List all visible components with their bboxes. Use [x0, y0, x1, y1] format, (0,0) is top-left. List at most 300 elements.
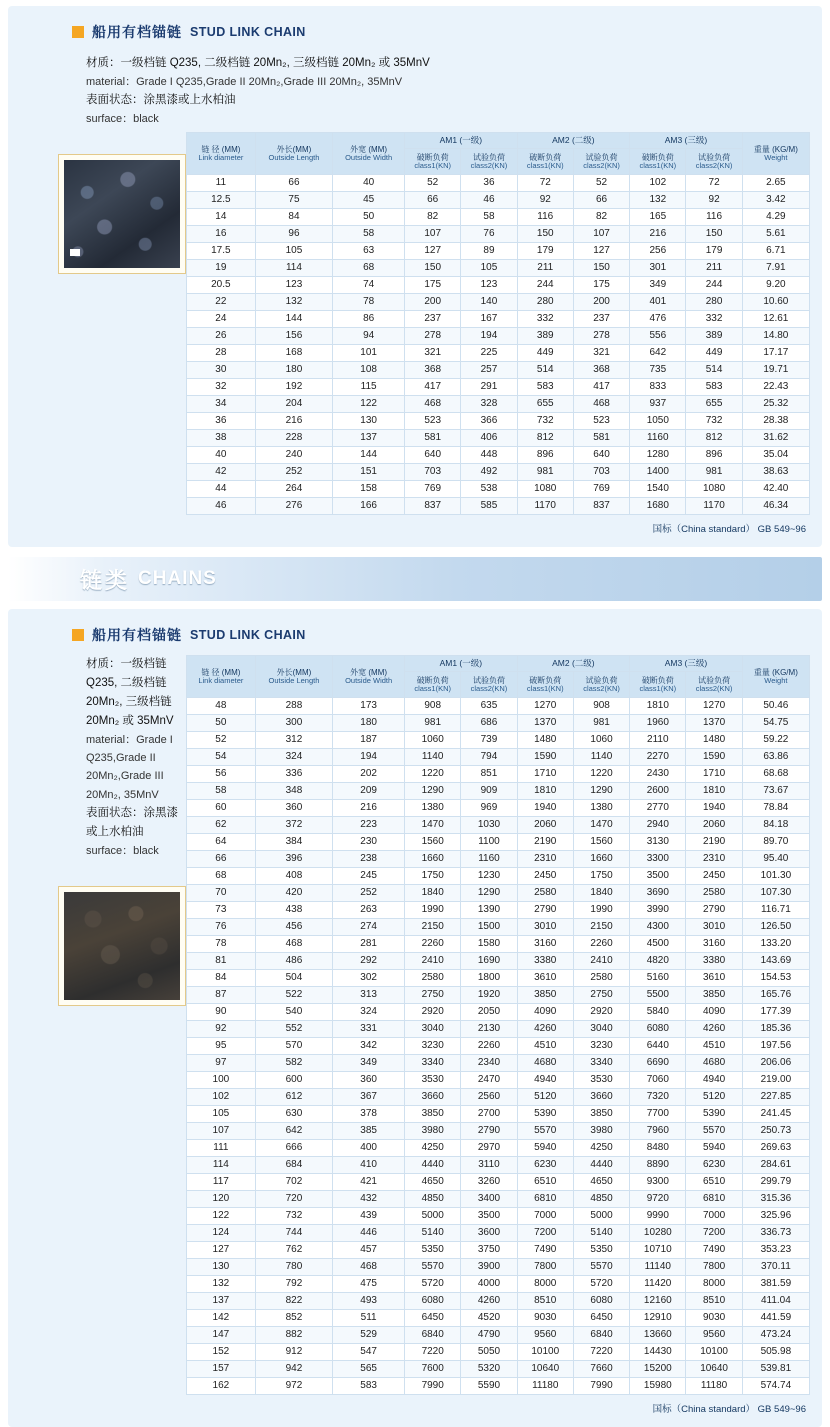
table-cell-2: 130 — [333, 413, 405, 430]
table-cell-7: 102 — [630, 175, 686, 192]
col-link-diameter: 链 径 (MM) Link diameter — [187, 656, 256, 698]
table-cell-8: 3610 — [686, 970, 742, 987]
table-cell-7: 1050 — [630, 413, 686, 430]
table-cell-4: 1030 — [461, 817, 517, 834]
col-weight: 重量 (KG/M) Weight — [742, 133, 809, 175]
table-cell-7: 5160 — [630, 970, 686, 987]
table-cell-3: 3660 — [405, 1089, 461, 1106]
table-cell-7: 3130 — [630, 834, 686, 851]
table-cell-2: 230 — [333, 834, 405, 851]
table-cell-1: 228 — [255, 430, 332, 447]
table-cell-3: 1220 — [405, 766, 461, 783]
table-cell-0: 44 — [187, 481, 256, 498]
table-cell-1: 438 — [255, 902, 332, 919]
table-cell-3: 5000 — [405, 1208, 461, 1225]
table-cell-4: 2050 — [461, 1004, 517, 1021]
table-cell-4: 4000 — [461, 1276, 517, 1293]
table-cell-8: 179 — [686, 243, 742, 260]
table-cell-5: 5940 — [517, 1140, 573, 1157]
table-cell-1: 882 — [255, 1327, 332, 1344]
table-cell-6: 66 — [573, 192, 629, 209]
table-cell-6: 5000 — [573, 1208, 629, 1225]
table-cell-9: 4.29 — [742, 209, 809, 226]
table-cell-4: 2700 — [461, 1106, 517, 1123]
table-cell-2: 529 — [333, 1327, 405, 1344]
table-cell-3: 2410 — [405, 953, 461, 970]
table-cell-0: 70 — [187, 885, 256, 902]
table-cell-3: 5350 — [405, 1242, 461, 1259]
table-cell-8: 1710 — [686, 766, 742, 783]
table-cell-5: 6810 — [517, 1191, 573, 1208]
table-cell-6: 1660 — [573, 851, 629, 868]
table-cell-8: 4090 — [686, 1004, 742, 1021]
table-cell-2: 238 — [333, 851, 405, 868]
table-cell-3: 200 — [405, 294, 461, 311]
table-cell-4: 969 — [461, 800, 517, 817]
table-cell-9: 299.79 — [742, 1174, 809, 1191]
table-cell-3: 4250 — [405, 1140, 461, 1157]
table-row — [187, 1174, 810, 1191]
table-cell-6: 2410 — [573, 953, 629, 970]
table-cell-6: 2580 — [573, 970, 629, 987]
table-cell-8: 1170 — [686, 498, 742, 515]
table-cell-3: 175 — [405, 277, 461, 294]
table-cell-7: 1810 — [630, 698, 686, 715]
table-cell-4: 366 — [461, 413, 517, 430]
table-cell-9: 14.80 — [742, 328, 809, 345]
table-cell-4: 291 — [461, 379, 517, 396]
stud-link-chain-photo — [64, 892, 180, 1000]
table-cell-8: 981 — [686, 464, 742, 481]
table-row — [187, 1310, 810, 1327]
table-cell-3: 4650 — [405, 1174, 461, 1191]
table-cell-8: 449 — [686, 345, 742, 362]
table-cell-1: 408 — [255, 868, 332, 885]
table-cell-9: 73.67 — [742, 783, 809, 800]
table-cell-8: 244 — [686, 277, 742, 294]
table-cell-5: 389 — [517, 328, 573, 345]
table-cell-5: 655 — [517, 396, 573, 413]
table-cell-0: 58 — [187, 783, 256, 800]
table-cell-1: 762 — [255, 1242, 332, 1259]
table-cell-8: 6230 — [686, 1157, 742, 1174]
spec-block-2 — [58, 655, 180, 864]
table-cell-8: 7200 — [686, 1225, 742, 1242]
table-row — [187, 800, 810, 817]
product-photo-frame — [58, 886, 186, 1006]
table-cell-9: 206.06 — [742, 1055, 809, 1072]
table-cell-9: 9.20 — [742, 277, 809, 294]
table-cell-2: 50 — [333, 209, 405, 226]
table-cell-3: 640 — [405, 447, 461, 464]
table-cell-0: 122 — [187, 1208, 256, 1225]
table-cell-7: 11420 — [630, 1276, 686, 1293]
table-cell-2: 74 — [333, 277, 405, 294]
table-cell-4: 1160 — [461, 851, 517, 868]
table-cell-0: 28 — [187, 345, 256, 362]
table-cell-0: 114 — [187, 1157, 256, 1174]
table-cell-7: 10710 — [630, 1242, 686, 1259]
table-row — [187, 749, 810, 766]
table-cell-0: 20.5 — [187, 277, 256, 294]
table-cell-7: 8890 — [630, 1157, 686, 1174]
table-cell-9: 35.04 — [742, 447, 809, 464]
table-cell-5: 1370 — [517, 715, 573, 732]
banner-title-en: CHAINS — [138, 568, 217, 590]
table-cell-5: 896 — [517, 447, 573, 464]
table-row — [187, 396, 810, 413]
table-cell-8: 6510 — [686, 1174, 742, 1191]
table-cell-6: 703 — [573, 464, 629, 481]
table-cell-0: 78 — [187, 936, 256, 953]
table-cell-5: 5120 — [517, 1089, 573, 1106]
table-cell-8: 2060 — [686, 817, 742, 834]
table-cell-4: 1690 — [461, 953, 517, 970]
table-row — [187, 970, 810, 987]
table-cell-1: 456 — [255, 919, 332, 936]
table-cell-8: 1080 — [686, 481, 742, 498]
table-cell-7: 2110 — [630, 732, 686, 749]
table-cell-2: 86 — [333, 311, 405, 328]
table-cell-7: 132 — [630, 192, 686, 209]
table-cell-8: 1940 — [686, 800, 742, 817]
table-cell-7: 1280 — [630, 447, 686, 464]
table-cell-2: 216 — [333, 800, 405, 817]
table-cell-3: 1840 — [405, 885, 461, 902]
table-cell-1: 132 — [255, 294, 332, 311]
table-cell-1: 792 — [255, 1276, 332, 1293]
table-cell-7: 2430 — [630, 766, 686, 783]
table-cell-8: 2450 — [686, 868, 742, 885]
table-cell-4: 76 — [461, 226, 517, 243]
table-cell-7: 9990 — [630, 1208, 686, 1225]
table-cell-5: 8510 — [517, 1293, 573, 1310]
table-cell-1: 75 — [255, 192, 332, 209]
table-cell-6: 368 — [573, 362, 629, 379]
table-cell-3: 52 — [405, 175, 461, 192]
table-cell-5: 6230 — [517, 1157, 573, 1174]
table-cell-7: 735 — [630, 362, 686, 379]
table-cell-2: 324 — [333, 1004, 405, 1021]
table-cell-2: 151 — [333, 464, 405, 481]
section-title-cn: 船用有档锚链 — [92, 24, 182, 40]
table-cell-5: 5570 — [517, 1123, 573, 1140]
table-cell-6: 417 — [573, 379, 629, 396]
table-cell-4: 46 — [461, 192, 517, 209]
table-cell-7: 401 — [630, 294, 686, 311]
table-cell-3: 4850 — [405, 1191, 461, 1208]
table-cell-4: 851 — [461, 766, 517, 783]
table-row — [187, 885, 810, 902]
table-cell-1: 105 — [255, 243, 332, 260]
table-cell-0: 66 — [187, 851, 256, 868]
table-cell-8: 2580 — [686, 885, 742, 902]
table-cell-1: 420 — [255, 885, 332, 902]
section-title-1 — [20, 16, 810, 52]
table-cell-9: 143.69 — [742, 953, 809, 970]
col-outside-width: 外宽 (MM) Outside Width — [333, 133, 405, 175]
table-cell-2: 583 — [333, 1378, 405, 1395]
table-cell-5: 4090 — [517, 1004, 573, 1021]
table-cell-0: 127 — [187, 1242, 256, 1259]
material-cn: 材质：一级档链 Q235, 二级档链 20Mn₂, 三级档链 20Mn₂ 或 35MnV — [86, 658, 174, 728]
table-cell-4: 5050 — [461, 1344, 517, 1361]
chains-category-banner — [8, 557, 822, 601]
section-stud-link-chain-1 — [8, 6, 822, 547]
table-cell-5: 9030 — [517, 1310, 573, 1327]
table-cell-8: 1590 — [686, 749, 742, 766]
table-cell-4: 2130 — [461, 1021, 517, 1038]
table-cell-1: 384 — [255, 834, 332, 851]
table-cell-1: 486 — [255, 953, 332, 970]
table-cell-1: 156 — [255, 328, 332, 345]
table-cell-9: 133.20 — [742, 936, 809, 953]
table-cell-0: 38 — [187, 430, 256, 447]
table-cell-2: 349 — [333, 1055, 405, 1072]
table-cell-7: 1160 — [630, 430, 686, 447]
table-cell-4: 2970 — [461, 1140, 517, 1157]
table-cell-6: 82 — [573, 209, 629, 226]
table-cell-6: 908 — [573, 698, 629, 715]
table-cell-2: 137 — [333, 430, 405, 447]
table-cell-5: 8000 — [517, 1276, 573, 1293]
table-cell-0: 142 — [187, 1310, 256, 1327]
table-cell-2: 144 — [333, 447, 405, 464]
table-cell-4: 3500 — [461, 1208, 517, 1225]
table-cell-1: 684 — [255, 1157, 332, 1174]
table-cell-2: 194 — [333, 749, 405, 766]
table-cell-2: 475 — [333, 1276, 405, 1293]
table-cell-1: 942 — [255, 1361, 332, 1378]
table-row — [187, 1038, 810, 1055]
table-cell-6: 6450 — [573, 1310, 629, 1327]
col-am1-class1: 破断负荷 class1(KN) — [405, 672, 461, 698]
table-cell-4: 1920 — [461, 987, 517, 1004]
table-cell-8: 5570 — [686, 1123, 742, 1140]
table-row — [187, 1004, 810, 1021]
table-cell-3: 127 — [405, 243, 461, 260]
table-cell-1: 600 — [255, 1072, 332, 1089]
table-cell-7: 1680 — [630, 498, 686, 515]
table-cell-3: 7600 — [405, 1361, 461, 1378]
table-cell-7: 937 — [630, 396, 686, 413]
table-cell-7: 1960 — [630, 715, 686, 732]
table-cell-7: 11140 — [630, 1259, 686, 1276]
table-cell-1: 96 — [255, 226, 332, 243]
table-cell-6: 2750 — [573, 987, 629, 1004]
table-cell-0: 24 — [187, 311, 256, 328]
table-cell-0: 22 — [187, 294, 256, 311]
table-cell-5: 3160 — [517, 936, 573, 953]
table-cell-0: 102 — [187, 1089, 256, 1106]
col-am3-class1: 破断负荷 class1(KN) — [630, 672, 686, 698]
table-cell-6: 2920 — [573, 1004, 629, 1021]
spec-table-2 — [186, 655, 810, 1395]
table-cell-3: 7990 — [405, 1378, 461, 1395]
table-cell-7: 10280 — [630, 1225, 686, 1242]
table-cell-7: 4820 — [630, 953, 686, 970]
table-cell-6: 5570 — [573, 1259, 629, 1276]
table-cell-1: 504 — [255, 970, 332, 987]
table-cell-6: 321 — [573, 345, 629, 362]
table-cell-5: 4940 — [517, 1072, 573, 1089]
table-cell-8: 7000 — [686, 1208, 742, 1225]
table-cell-2: 122 — [333, 396, 405, 413]
table-cell-8: 1480 — [686, 732, 742, 749]
table-cell-0: 14 — [187, 209, 256, 226]
table-cell-6: 200 — [573, 294, 629, 311]
table-cell-9: 12.61 — [742, 311, 809, 328]
table-cell-3: 5140 — [405, 1225, 461, 1242]
table-cell-3: 468 — [405, 396, 461, 413]
table-row — [187, 481, 810, 498]
col-am2-class1: 破断负荷 class1(KN) — [517, 149, 573, 175]
table-cell-9: 7.91 — [742, 260, 809, 277]
table-cell-4: 225 — [461, 345, 517, 362]
table-cell-7: 12910 — [630, 1310, 686, 1327]
table-cell-9: 22.43 — [742, 379, 809, 396]
table-cell-3: 2260 — [405, 936, 461, 953]
col-am3-class1: 破断负荷 class1(KN) — [630, 149, 686, 175]
table-cell-1: 912 — [255, 1344, 332, 1361]
table-cell-7: 15200 — [630, 1361, 686, 1378]
table-cell-4: 4260 — [461, 1293, 517, 1310]
table-cell-1: 630 — [255, 1106, 332, 1123]
table-cell-2: 281 — [333, 936, 405, 953]
table-cell-2: 202 — [333, 766, 405, 783]
table-cell-3: 1750 — [405, 868, 461, 885]
table-cell-2: 446 — [333, 1225, 405, 1242]
table-cell-3: 581 — [405, 430, 461, 447]
table-cell-6: 6840 — [573, 1327, 629, 1344]
group-header-row — [187, 133, 810, 149]
table-cell-9: 197.56 — [742, 1038, 809, 1055]
table-cell-9: 381.59 — [742, 1276, 809, 1293]
table-cell-2: 421 — [333, 1174, 405, 1191]
table-cell-6: 1290 — [573, 783, 629, 800]
table-cell-1: 396 — [255, 851, 332, 868]
table-cell-5: 7200 — [517, 1225, 573, 1242]
table-cell-9: 5.61 — [742, 226, 809, 243]
table-cell-6: 150 — [573, 260, 629, 277]
table-cell-3: 2150 — [405, 919, 461, 936]
table-cell-6: 2150 — [573, 919, 629, 936]
standard-footnote-1: 国标（China standard） GB 549~96 — [652, 524, 806, 536]
table-cell-0: 60 — [187, 800, 256, 817]
table-cell-5: 11180 — [517, 1378, 573, 1395]
table-cell-3: 6080 — [405, 1293, 461, 1310]
standard-footnote-2: 国标（China standard） GB 549~96 — [652, 1404, 806, 1416]
table-row — [187, 362, 810, 379]
table-cell-4: 3750 — [461, 1242, 517, 1259]
table-row — [187, 868, 810, 885]
table-cell-4: 909 — [461, 783, 517, 800]
table-cell-2: 252 — [333, 885, 405, 902]
table-cell-6: 1380 — [573, 800, 629, 817]
table-cell-6: 4850 — [573, 1191, 629, 1208]
table-row — [187, 715, 810, 732]
table-row — [187, 294, 810, 311]
table-cell-0: 162 — [187, 1378, 256, 1395]
table-cell-5: 3380 — [517, 953, 573, 970]
table-cell-6: 1990 — [573, 902, 629, 919]
table-cell-6: 468 — [573, 396, 629, 413]
table-cell-1: 192 — [255, 379, 332, 396]
table-cell-7: 556 — [630, 328, 686, 345]
table-cell-1: 240 — [255, 447, 332, 464]
table-cell-9: 101.30 — [742, 868, 809, 885]
table-cell-0: 92 — [187, 1021, 256, 1038]
table-cell-7: 6440 — [630, 1038, 686, 1055]
table-cell-4: 1580 — [461, 936, 517, 953]
table-cell-0: 17.5 — [187, 243, 256, 260]
table-cell-1: 780 — [255, 1259, 332, 1276]
table-cell-1: 180 — [255, 362, 332, 379]
table-cell-0: 54 — [187, 749, 256, 766]
table-cell-1: 336 — [255, 766, 332, 783]
table-cell-5: 4680 — [517, 1055, 573, 1072]
table-cell-6: 7990 — [573, 1378, 629, 1395]
table-cell-7: 165 — [630, 209, 686, 226]
table-cell-9: 250.73 — [742, 1123, 809, 1140]
table-cell-3: 523 — [405, 413, 461, 430]
table-cell-1: 552 — [255, 1021, 332, 1038]
table-cell-8: 4260 — [686, 1021, 742, 1038]
table-cell-6: 4250 — [573, 1140, 629, 1157]
table-cell-6: 1220 — [573, 766, 629, 783]
table-cell-3: 1470 — [405, 817, 461, 834]
table-cell-5: 1080 — [517, 481, 573, 498]
table-cell-5: 732 — [517, 413, 573, 430]
table-cell-9: 370.11 — [742, 1259, 809, 1276]
table-cell-0: 147 — [187, 1327, 256, 1344]
table-cell-2: 367 — [333, 1089, 405, 1106]
table-cell-3: 981 — [405, 715, 461, 732]
table-cell-3: 3530 — [405, 1072, 461, 1089]
table-cell-4: 4790 — [461, 1327, 517, 1344]
col-link-diameter: 链 径 (MM) Link diameter — [187, 133, 256, 175]
table-cell-8: 514 — [686, 362, 742, 379]
table-cell-7: 3500 — [630, 868, 686, 885]
table-cell-8: 11180 — [686, 1378, 742, 1395]
table-cell-5: 1710 — [517, 766, 573, 783]
table-cell-9: 46.34 — [742, 498, 809, 515]
table-cell-5: 3610 — [517, 970, 573, 987]
table-cell-1: 468 — [255, 936, 332, 953]
table-cell-5: 10100 — [517, 1344, 573, 1361]
stud-link-chain-photo — [64, 160, 180, 268]
table-cell-5: 5390 — [517, 1106, 573, 1123]
table-cell-7: 12160 — [630, 1293, 686, 1310]
table-cell-1: 522 — [255, 987, 332, 1004]
product-photo-frame — [58, 154, 186, 274]
table-row — [187, 209, 810, 226]
table-cell-0: 87 — [187, 987, 256, 1004]
table-cell-1: 252 — [255, 464, 332, 481]
table-cell-8: 389 — [686, 328, 742, 345]
table-cell-8: 2790 — [686, 902, 742, 919]
table-cell-6: 3980 — [573, 1123, 629, 1140]
table-cell-6: 523 — [573, 413, 629, 430]
table-cell-2: 385 — [333, 1123, 405, 1140]
table-cell-7: 3300 — [630, 851, 686, 868]
table-row — [187, 430, 810, 447]
table-cell-6: 7660 — [573, 1361, 629, 1378]
table-row — [187, 1106, 810, 1123]
table-cell-7: 15980 — [630, 1378, 686, 1395]
table-cell-5: 2790 — [517, 902, 573, 919]
table-cell-4: 2470 — [461, 1072, 517, 1089]
